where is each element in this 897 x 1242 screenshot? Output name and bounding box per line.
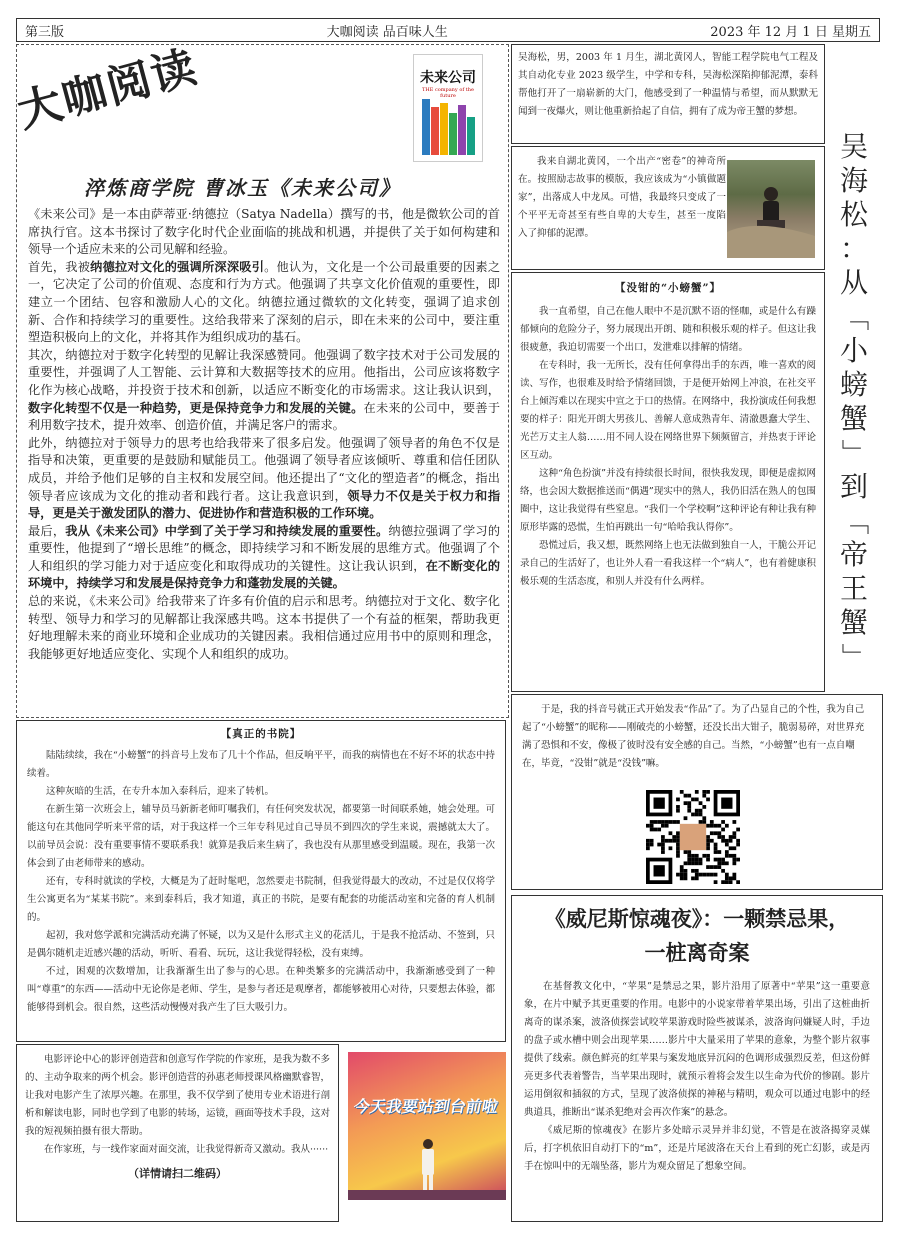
crab-paragraph: 恐慌过后，我又想，既然网络上也无法做到独自一人，干脆公开记录自己的生活好了，也让外人看一看我这样一个“病人”，也有着健康积极乐观的生活态度，和别人并没有什么两样。 bbox=[520, 540, 816, 587]
stage-photo bbox=[348, 1052, 506, 1200]
qr-module bbox=[680, 876, 684, 880]
scan-qr-note: （详情请扫二维码） bbox=[128, 1167, 227, 1180]
article-text-run: 《未来公司》是一本由萨蒂亚·纳德拉（Satya Nadella）撰写的书，他是微软公司的首席执行官。这本书探讨了数字化时代企业面临的挑战和机遇，并提供了关于如何构建和领导一个适应未来的公司见解和经验。 bbox=[28, 207, 500, 257]
qr-module bbox=[657, 843, 661, 847]
article-text-run: 在未来的公司中，要善于利用数字技术，提升效率、创造价值，并满足客户的需求。 bbox=[28, 400, 501, 433]
qr-finder-pattern bbox=[654, 798, 665, 809]
article-paragraph bbox=[28, 593, 500, 663]
qr-module bbox=[687, 858, 691, 862]
academy-paragraph: 陆陆续续，我在“小螃蟹”的抖音号上发布了几十个作品，但反响平平，而我的病情也在不好不坏的状态中持续着。 bbox=[27, 750, 495, 779]
qr-module bbox=[710, 831, 714, 835]
bio-text: 吴海松，男，2003 年 1 月生，湖北黄冈人，智能工程学院电气工程及其自动化专业 2023 级学生，中学和专科，吴海松深陷抑郁泥潭，泰科帮他打开了一扇崭新的大门，他感受到了一种温情与希望，而从默默无闻到一夜爆火，则让他重新拾起了自信，拥有了成为帝王蟹的梦想。 bbox=[518, 52, 818, 117]
qr-module bbox=[725, 854, 729, 858]
qr-module bbox=[695, 876, 699, 880]
qr-module bbox=[684, 850, 688, 854]
qr-code[interactable] bbox=[646, 790, 740, 884]
qr-module bbox=[691, 869, 695, 873]
qr-module bbox=[729, 876, 733, 880]
qr-module bbox=[699, 813, 703, 817]
qr-module bbox=[661, 835, 665, 839]
qr-module bbox=[687, 794, 691, 798]
qr-module bbox=[699, 801, 703, 805]
article-text-run: 首先，我被 bbox=[28, 259, 91, 274]
book-cover-subtitle: THE company of the future bbox=[422, 87, 474, 99]
qr-module bbox=[680, 790, 684, 794]
qr-module bbox=[714, 824, 718, 828]
qr-module bbox=[687, 805, 691, 809]
qr-module bbox=[725, 873, 729, 877]
book-cover-title: 未来公司 bbox=[420, 70, 476, 86]
qr-module bbox=[676, 839, 680, 843]
qr-module bbox=[710, 820, 714, 824]
qr-module bbox=[736, 880, 740, 884]
qr-module bbox=[669, 820, 673, 824]
qr-module bbox=[691, 858, 695, 862]
article-paragraph bbox=[28, 523, 500, 593]
film-paragraph: 《威尼斯的惊魂夜》在影片多处暗示灵异并非幻觉，不管是在波洛揭穿灵媒后，打字机依旧自动打下的“m”，还是片尾波洛在天台上看到的死亡幻影，或是丙手在惊叫中的无端坠落，影片为观众留足了想象空间。 bbox=[524, 1125, 870, 1172]
vertical-headline-char: 」 bbox=[838, 438, 871, 467]
workshop-body bbox=[25, 1051, 330, 1159]
qr-module bbox=[714, 880, 718, 884]
qr-module bbox=[650, 839, 654, 843]
qr-module bbox=[699, 858, 703, 862]
qr-module bbox=[684, 869, 688, 873]
vertical-headline-char: 「 bbox=[838, 302, 871, 331]
qr-module bbox=[721, 880, 725, 884]
qr-module bbox=[717, 858, 721, 862]
qr-module bbox=[702, 854, 706, 858]
academy-paragraph: 不过，困观的次数增加，让我渐渐生出了参与的心思。在种类繁多的完满活动中，我渐渐感受到了一种叫“尊重”的东西——活动中无论你是老师、学生，是参与者还是观摩者，都能够被用心对待，只要想去体验，都能够得到机会。很自然，这些活动慢慢对我产生了巨大吸引力。 bbox=[27, 966, 495, 1013]
qr-module bbox=[732, 861, 736, 865]
qr-module bbox=[669, 846, 673, 850]
vertical-headline-char: 」 bbox=[838, 642, 871, 671]
qr-module bbox=[657, 828, 661, 832]
page-header bbox=[16, 18, 880, 42]
workshop-paragraph: 电影评论中心的影评创造营和创意写作学院的作家班，是我为数不多的、主动争取来的两个机会。影评创造营的孙惠老师授课风格幽默睿智，让我对电影产生了浓厚兴趣。在那里，我不仅学到了使用专业术语进行剖析和解读电影，同时也学到了电影的转场，运镜，画面等技术手段，这对我的短视频拍摄有很大帮助。 bbox=[25, 1054, 330, 1137]
article-paragraph bbox=[28, 259, 500, 347]
qr-module bbox=[732, 854, 736, 858]
film-paragraph: 在基督教文化中，“苹果”是禁忌之果，影片沿用了原著中“苹果”这一重要意象，在片中赋予其更重要的作用。电影中的小说家带着苹果出场，引出了这桩曲折离奇的谋杀案，波洛侦探尝试咬苹果游戏时险些被谋杀，波洛询问嫌疑人时，手边的盘子或水槽中则会出现苹果……影片中大量采用了苹果的意象，为整个影片叙事提供了线索。颜色鲜亮的红苹果与案发地底异沉闷的色调形成强烈反差，但这份鲜亮更多代表着警告，当苹果出现时，就预示着将会发生以生命为代价的惨剧。影片运用倒叙和插叙的方式，呈现了波洛侦探的神秘与精明，观众可以通过电影中的经典道具，推断出“谋杀犯绝对会再次作案”的悬念。 bbox=[524, 981, 870, 1118]
qr-module bbox=[695, 861, 699, 865]
issue-date: 2023 年 12 月 1 日 星期五 bbox=[710, 24, 871, 40]
qr-module bbox=[691, 813, 695, 817]
qr-module bbox=[691, 861, 695, 865]
crab-paragraph: 这种“角色扮演”并没有持续很长时间，很快我发现，即便是虚拟网络，也会因大数据推送而“偶遇”现实中的熟人，我仍旧活在熟人的包围圈中，这让我觉得有些窒息。“我们一个学校啊”这种评论有种让我有种原形毕露的恐慌，生怕再跳出一句“哈哈我认得你”。 bbox=[520, 468, 816, 533]
academy-paragraph: 起初，我对悠学派和完满活动充满了怀疑，以为又是什么形式主义的花活儿，于是我不抢活动、不签到，只是偶尔随机走近感兴趣的活动，听听、看看、玩玩，这让我觉得轻松，没有束缚。 bbox=[27, 930, 495, 959]
qr-module bbox=[695, 790, 699, 794]
qr-module bbox=[650, 828, 654, 832]
qr-module bbox=[650, 843, 654, 847]
qr-module bbox=[732, 820, 736, 824]
qr-module bbox=[714, 846, 718, 850]
qr-module bbox=[699, 809, 703, 813]
article-text-run: 总的来说，《未来公司》给我带来了许多有价值的启示和思考。纳德拉对于文化、数字化转型、领导力和学习的见解都让我深感共鸣。这本书提供了一个有益的框架，帮助我更好地理解未来的商业环境和企业成功的关键因素。我相信通过应用书中的原则和理念，我能够更好地适应变化、实现个人和组织的成功。 bbox=[28, 594, 500, 661]
qr-module bbox=[717, 861, 721, 865]
vertical-headline-char: 到 bbox=[839, 470, 868, 503]
vertical-headline-char: 蟹 bbox=[839, 606, 868, 639]
film-title-line1: 《威尼斯惊魂夜》：一颗禁忌果， bbox=[544, 907, 850, 931]
qr-module bbox=[680, 865, 684, 869]
qr-module bbox=[717, 835, 721, 839]
qr-module bbox=[721, 869, 725, 873]
qr-module bbox=[650, 824, 654, 828]
qr-module bbox=[650, 820, 654, 824]
qr-module bbox=[725, 850, 729, 854]
qr-module bbox=[687, 854, 691, 858]
qr-module bbox=[714, 858, 718, 862]
qr-module bbox=[721, 858, 725, 862]
qr-module bbox=[721, 828, 725, 832]
qr-module bbox=[736, 828, 740, 832]
qr-module bbox=[676, 809, 680, 813]
qr-module bbox=[676, 820, 680, 824]
qr-center-avatar bbox=[680, 824, 706, 850]
qr-module bbox=[672, 839, 676, 843]
qr-module bbox=[702, 790, 706, 794]
qr-module bbox=[729, 880, 733, 884]
crab-paragraph: 在专科时，我一无所长，没有任何拿得出手的东西，唯一喜欢的阅读、写作，也很难及时给予情绪回馈，于是便开始网上冲浪，在社交平台上倾泻难以在现实中宣之于口的热情。在网络中，我扮演成任何我想要的样子：阳光开朗大男孩儿、善解人意成熟青年、清澈愚蠢大学生、光芒万丈主人翁……用不同人设在网络世界下频频留言，并热衷于评论区互动。 bbox=[520, 360, 816, 461]
qr-module bbox=[669, 839, 673, 843]
qr-module bbox=[702, 816, 706, 820]
academy-paragraph: 在新生第一次班会上，辅导员马新新老师叮嘱我们，有任何突发状况，都要第一时间联系她，她会处理。可能这句在其他同学听来平常的话，对于我这样一个三年专科见过自己导员不到四次的学生来说，震撼就太大了。以前导员会说：没有重要事情不要联系我！就算是我后来生病了，我也没有从那里感受到温暖。现在，我第一次体会到了由老师带来的感动。 bbox=[27, 804, 495, 869]
article-body bbox=[28, 206, 500, 663]
vertical-headline-char: ： bbox=[839, 232, 868, 265]
qr-module bbox=[725, 876, 729, 880]
qr-module bbox=[736, 843, 740, 847]
qr-module bbox=[729, 839, 733, 843]
qr-module bbox=[702, 805, 706, 809]
portrait-photo bbox=[727, 160, 815, 258]
page-number: 第三版 bbox=[25, 24, 65, 40]
qr-module bbox=[676, 798, 680, 802]
qr-module bbox=[661, 850, 665, 854]
qr-module bbox=[732, 835, 736, 839]
qr-module bbox=[699, 861, 703, 865]
qr-module bbox=[684, 816, 688, 820]
qr-module bbox=[676, 843, 680, 847]
qr-module bbox=[710, 865, 714, 869]
academy-heading: 【真正的书院】 bbox=[220, 728, 302, 740]
qr-module bbox=[710, 873, 714, 877]
qr-module bbox=[646, 839, 650, 843]
academy-paragraph: 这种灰暗的生活，在专升本加入泰科后，迎来了转机。 bbox=[46, 786, 275, 797]
qr-module bbox=[676, 846, 680, 850]
qr-module bbox=[687, 861, 691, 865]
qr-module bbox=[676, 831, 680, 835]
qr-module bbox=[717, 850, 721, 854]
qr-module bbox=[706, 843, 710, 847]
vertical-headline-char: 海 bbox=[839, 164, 868, 197]
qr-module bbox=[661, 824, 665, 828]
vertical-headline-char: 蟹 bbox=[839, 402, 868, 435]
qr-module bbox=[687, 801, 691, 805]
qr-module bbox=[661, 843, 665, 847]
bio-box bbox=[511, 44, 825, 144]
crab-heading: 【没钳的“小螃蟹”】 bbox=[614, 282, 722, 294]
qr-module bbox=[695, 858, 699, 862]
vertical-headline-char: 王 bbox=[839, 572, 868, 605]
qr-module bbox=[691, 876, 695, 880]
qr-finder-pattern bbox=[721, 798, 732, 809]
article-emphasis: 数字化转型不仅是一种趋势，更是保持竞争力和发展的关键。 bbox=[28, 400, 364, 415]
qr-module bbox=[710, 824, 714, 828]
qr-module bbox=[706, 846, 710, 850]
qr-module bbox=[665, 820, 669, 824]
qr-module bbox=[695, 854, 699, 858]
qr-module bbox=[714, 865, 718, 869]
vertical-headline-char: 吴 bbox=[839, 130, 868, 163]
qr-module bbox=[725, 843, 729, 847]
film-review-body bbox=[524, 978, 870, 1176]
qr-module bbox=[684, 801, 688, 805]
intro-text: 我来自湖北黄冈，一个出产“密卷”的神奇所在。按照励志故事的模版，我应该成为“小镇做题家”，出落成人中龙凤。可惜，我最终只变成了一个平平无奇甚至有些自卑的大专生，甚至一度陷入了抑郁的泥潭。 bbox=[518, 156, 726, 239]
article-text-run: 。他认为，文化是一个公司最重要的因素之一，它决定了公司的价值观、态度和行为方式。他强调了共享文化价值观的重要性，即建立一个团结、包容和激励人心的文化。纳德拉通过微软的文化转变，强调了追求创新、合作和持续学习的重要性。这给我带来了深刻的启示，即在未来的公司中，要注重塑造积极向上的文化，并将其作为组织成功的基石。 bbox=[28, 259, 501, 345]
qr-module bbox=[684, 794, 688, 798]
vertical-headline-char: 「 bbox=[838, 506, 871, 535]
academy-body bbox=[27, 747, 495, 1017]
qr-module bbox=[729, 835, 733, 839]
qr-module bbox=[725, 861, 729, 865]
qr-module bbox=[672, 820, 676, 824]
qr-module bbox=[676, 850, 680, 854]
book-cover-graphic bbox=[422, 99, 476, 155]
academy-section bbox=[16, 720, 506, 1042]
speaker-figure bbox=[348, 1052, 506, 1200]
qr-module bbox=[706, 835, 710, 839]
qr-module bbox=[646, 824, 650, 828]
qr-module bbox=[695, 813, 699, 817]
qr-module bbox=[729, 854, 733, 858]
qr-module bbox=[729, 846, 733, 850]
person-figure bbox=[727, 160, 815, 258]
qr-module bbox=[691, 854, 695, 858]
qr-module bbox=[706, 798, 710, 802]
qr-module bbox=[732, 846, 736, 850]
qr-module bbox=[706, 790, 710, 794]
article-text-run: 此外，纳德拉对于领导力的思考也给我带来了很多启发。他强调了领导者的角色不仅是指导和决策，更重要的是鼓励和赋能员工。他强调了领导者应该倾听、尊重和信任团队成员，并给予他们足够的自主权和发展空间。他还提出了“文化的塑造者”的概念，指出领导者应该成为文化的推动者和践行者。这让我意识到， bbox=[28, 435, 500, 503]
workshop-section bbox=[16, 1044, 339, 1222]
book-cover-image bbox=[413, 54, 483, 162]
qr-module bbox=[714, 831, 718, 835]
column-logo: 大咖阅读 bbox=[12, 41, 204, 139]
vertical-headline bbox=[828, 130, 880, 671]
qr-module bbox=[699, 873, 703, 877]
vertical-headline-char: 小 bbox=[839, 334, 868, 367]
qr-module bbox=[680, 873, 684, 877]
qr-module bbox=[665, 824, 669, 828]
article-paragraph bbox=[28, 347, 500, 435]
vertical-headline-char: 松 bbox=[839, 198, 868, 231]
qr-module bbox=[710, 839, 714, 843]
qr-module bbox=[717, 831, 721, 835]
qr-module bbox=[721, 835, 725, 839]
qr-module bbox=[676, 854, 680, 858]
qr-module bbox=[702, 873, 706, 877]
qr-module bbox=[684, 873, 688, 877]
qr-module bbox=[676, 805, 680, 809]
qr-module bbox=[725, 824, 729, 828]
qr-module bbox=[654, 828, 658, 832]
qr-module bbox=[684, 861, 688, 865]
qr-module bbox=[676, 873, 680, 877]
qr-module bbox=[732, 873, 736, 877]
newspaper-slogan: 大咖阅读 品百味人生 bbox=[326, 24, 448, 40]
qr-module bbox=[717, 824, 721, 828]
qr-module bbox=[702, 820, 706, 824]
article-text-run: 最后， bbox=[28, 523, 66, 538]
article-text-run: 其次，纳德拉对于数字化转型的见解让我深感赞同。他强调了数字技术对于公司发展的重要性，并强调了人工智能、云计算和大数据等技术的应用。他指出，公司应该将数字化作为核心战略，并投资于技术和创新，以适应不断变化的市场需求。这让我认识到， bbox=[28, 347, 500, 397]
qr-module bbox=[706, 858, 710, 862]
qr-module bbox=[706, 854, 710, 858]
qr-module bbox=[695, 869, 699, 873]
qr-module bbox=[725, 880, 729, 884]
qr-module bbox=[661, 846, 665, 850]
qr-module bbox=[691, 798, 695, 802]
qr-module bbox=[646, 843, 650, 847]
qr-module bbox=[721, 839, 725, 843]
qr-module bbox=[706, 839, 710, 843]
vertical-headline-char: 帝 bbox=[839, 538, 868, 571]
article-emphasis: 纳德拉对文化的强调所深深吸引 bbox=[90, 259, 265, 274]
qr-module bbox=[721, 861, 725, 865]
qr-module bbox=[687, 809, 691, 813]
qr-module bbox=[646, 846, 650, 850]
article-paragraph bbox=[28, 435, 500, 523]
article-paragraph bbox=[28, 206, 500, 259]
vertical-headline-char: 螃 bbox=[839, 368, 868, 401]
qr-module bbox=[725, 839, 729, 843]
qr-module bbox=[669, 831, 673, 835]
qr-module bbox=[714, 873, 718, 877]
qr-module bbox=[657, 820, 661, 824]
qr-module bbox=[687, 850, 691, 854]
qr-module bbox=[736, 858, 740, 862]
qr-module bbox=[676, 835, 680, 839]
qr-module bbox=[706, 865, 710, 869]
workshop-paragraph: 在作家班，与一线作家面对面交流，让我觉得新奇又激动。我从······ bbox=[44, 1144, 329, 1155]
qr-module bbox=[702, 794, 706, 798]
qr-module bbox=[732, 858, 736, 862]
qr-module bbox=[717, 865, 721, 869]
qr-module bbox=[672, 835, 676, 839]
qr-module bbox=[695, 798, 699, 802]
film-title-line2: 一桩离奇案 bbox=[644, 941, 750, 965]
qr-module bbox=[661, 820, 665, 824]
qr-module bbox=[665, 839, 669, 843]
crab-body bbox=[520, 303, 816, 591]
article-title: 淬炼商学院 曹冰玉《未来公司》 bbox=[84, 176, 401, 200]
qr-module bbox=[695, 809, 699, 813]
qr-module bbox=[714, 843, 718, 847]
qr-module bbox=[706, 824, 710, 828]
stage-banner-text: 今天我要站到台前啦 bbox=[352, 1097, 500, 1116]
article-emphasis: 我从《未来公司》中学到了关于学习和持续发展的重要性。 bbox=[65, 523, 389, 538]
qr-module bbox=[736, 839, 740, 843]
qr-module bbox=[654, 820, 658, 824]
qr-module bbox=[732, 876, 736, 880]
qr-module bbox=[680, 869, 684, 873]
qr-module bbox=[699, 820, 703, 824]
qr-module bbox=[706, 873, 710, 877]
crab-section bbox=[511, 272, 825, 692]
article-text-run: 纳德拉强调了学习的重要性，他提到了“增长思维”的概念，即持续学习和不断发展的思维方式。他强调了个人和组织的学习能力对于适应变化和取得成功的关键性。这让我认识到， bbox=[28, 523, 501, 573]
qr-module bbox=[661, 839, 665, 843]
qr-module bbox=[684, 876, 688, 880]
crab-paragraph: 我一直希望，自己在他人眼中不是沉默不语的怪咖，或是什么有躁郁倾向的危险分子，努力展现出开朗、随和积极乐观的样子。但这让我很疲惫，我迫切需要一个出口，发泄难以排解的情绪。 bbox=[520, 306, 816, 353]
qr-module bbox=[732, 831, 736, 835]
article-emphasis: 在不断变化的环境中，持续学习和发展是保持竞争力和蓬勃发展的关键。 bbox=[28, 558, 501, 591]
qr-section-text: 于是，我的抖音号就正式开始发表“作品”了。为了凸显自己的个性，我为自己起了“小螃蟹”的昵称——刚破壳的小螃蟹，还没长出大钳子，脆弱易碎，对世界充满了恐惧和不安，像极了彼时没有安全感的自己。当然，“小螃蟹”也有一点自嘲在，毕竟，“没钳”就是“没钱”嘛。 bbox=[522, 704, 865, 769]
film-review-section bbox=[511, 895, 883, 1222]
article-emphasis: 领导力不仅是关于权力和指导，更是关于激发团队的潜力、促进协作和营造积极的工作环境。 bbox=[28, 488, 501, 521]
qr-finder-pattern bbox=[654, 865, 665, 876]
vertical-headline-char: 从 bbox=[839, 266, 868, 299]
academy-paragraph: 还有，专科时就读的学校，大概是为了赶时髦吧，忽然要走书院制，但我觉得最大的改动，不过是仅仅将学生公寓更名为“某某书院”。来到泰科后，我才知道，真正的书院，是要有配套的功能活动室和完备的育人机制的。 bbox=[27, 876, 495, 923]
qr-module bbox=[714, 850, 718, 854]
qr-module bbox=[721, 820, 725, 824]
qr-module bbox=[695, 873, 699, 877]
